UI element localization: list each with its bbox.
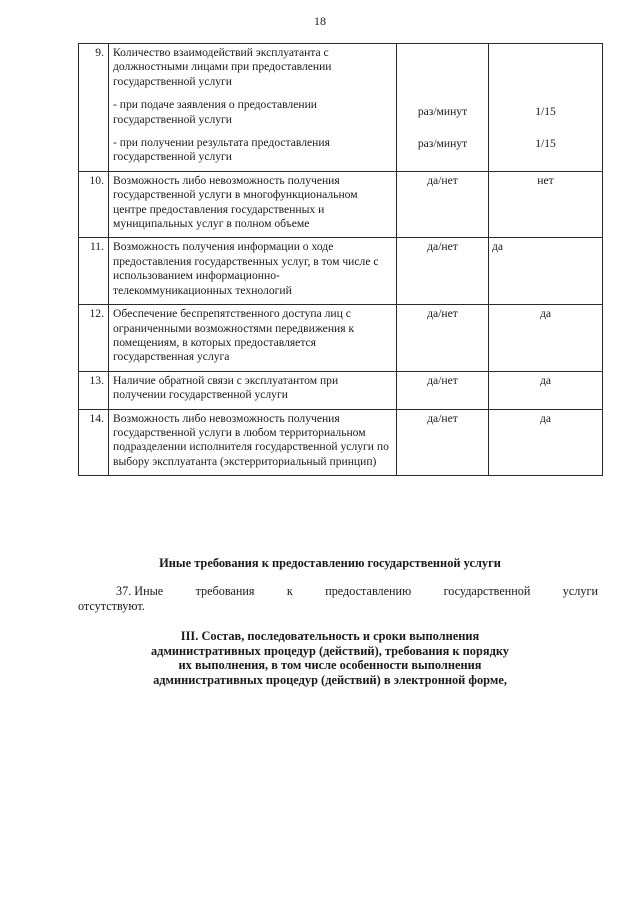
row-text: Возможность получения информации о ходе предоставления государственных услуг, в том числе с использованием информационно-телекоммуникационных технологий [109,238,397,305]
row-unit: да/нет [397,171,489,238]
row-value: нет [489,171,603,238]
table-row [79,305,603,372]
paragraph-line: отсутствуют. [78,599,145,613]
row-value: да [489,371,603,409]
paragraph-line [78,584,598,599]
section-title-line: их выполнения, в том числе особенности выполнения [178,658,482,673]
row-text: Возможность либо невозможность получения государственной услуги в любом территориальном подразделении исполнителя государственной услуги по выбору эксплуатанта (экстерриториальный принцип) [109,409,397,476]
section-title-line: III. Состав, последовательность и сроки выполнения [180,629,480,643]
paragraph-word: услуги [562,584,598,598]
row-number: 9. [79,44,109,172]
row-unit [397,44,489,172]
table-row [79,238,603,305]
row-text [109,44,397,172]
row-text: Возможность либо невозможность получения государственной услуги в многофункциональном центре предоставления государственных и муниципальных услуг в полном объеме [109,171,397,238]
row-value: да [489,238,603,305]
page-number: 18 [314,14,326,28]
section-title-line: административных процедур (действий), требования к порядку [150,643,509,658]
row-unit: да/нет [397,305,489,372]
row-unit: да/нет [397,371,489,409]
sub-item-unit: раз/минут [417,137,468,151]
row-number: 14. [79,409,109,476]
section-title [100,629,560,687]
row-value: да [489,409,603,476]
row-text: Наличие обратной связи с эксплуатантом при получении государственной услуги [109,371,397,409]
paragraph-word: к [286,584,293,598]
sub-item-text: - при получении результата предоставления государственной услуги [113,136,330,164]
sub-item-unit: раз/минут [417,105,468,118]
row-number: 13. [79,371,109,409]
row-unit: да/нет [397,238,489,305]
row-text: Обеспечение беспрепятственного доступа лиц с ограниченными возможностями передвижения к помещениям, в которых предоставляется государственная услуга [109,305,397,372]
paragraph-word: 37. Иные [116,584,164,598]
row-number: 11. [79,238,109,305]
row-value: да [489,305,603,372]
section-title-line: административных процедур (действий) в электронной форме, [153,672,507,687]
other-requirements-heading: Иные требования к предоставлению государственной услуги [159,556,501,570]
row-value [489,44,603,172]
sub-item-text: - при подаче заявления о предоставлении государственной услуги [113,98,317,126]
paragraph-37 [78,584,598,614]
table-row [79,44,603,172]
row-unit: да/нет [397,409,489,476]
row-number: 12. [79,305,109,372]
sub-item-value: 1/15 [535,105,556,118]
table-row [79,409,603,476]
sub-item-value: 1/15 [535,137,556,151]
requirements-table [78,43,603,476]
paragraph-word: государственной [443,584,531,598]
row-number: 10. [79,171,109,238]
paragraph-word: требования [195,584,255,598]
row-title: Количество взаимодействий эксплуатанта с должностными лицами при предоставлении государственной услуги [113,46,332,88]
table-row [79,171,603,238]
table-row [79,371,603,409]
paragraph-word: предоставлению [325,584,412,598]
